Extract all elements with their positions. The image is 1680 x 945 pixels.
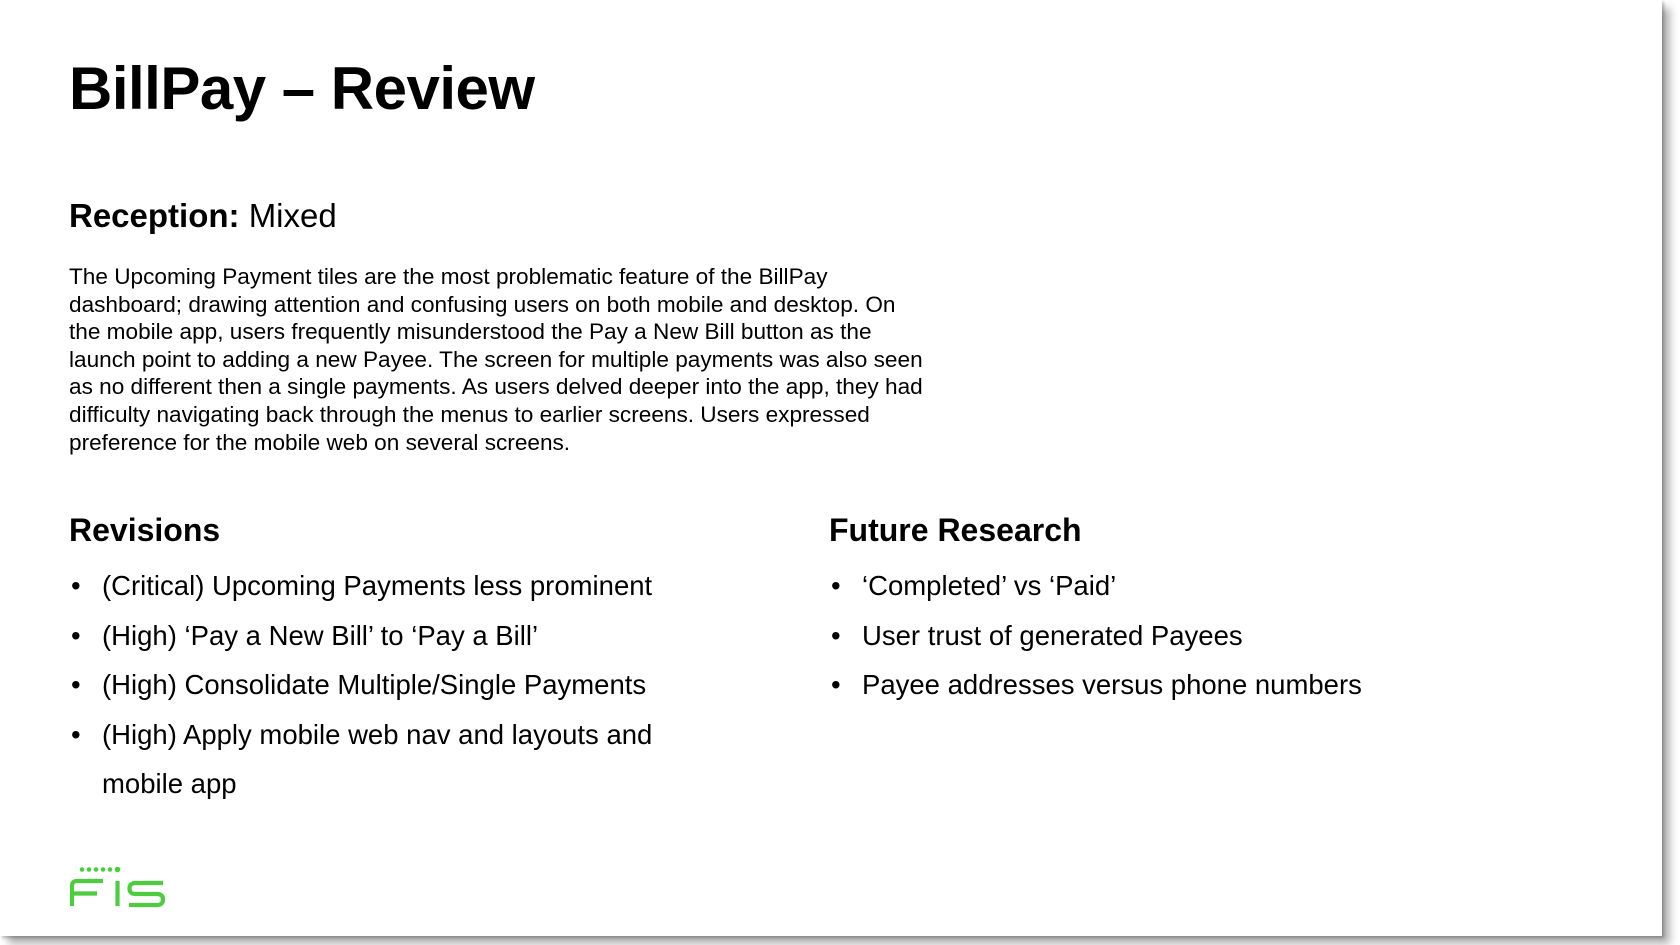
slide-title: BillPay – Review xyxy=(69,55,535,122)
list-item-text: Payee addresses versus phone numbers xyxy=(862,669,1362,700)
reception-line xyxy=(69,196,337,236)
list-item xyxy=(829,660,1549,710)
list-item xyxy=(69,561,709,611)
list-item-text: ‘Completed’ vs ‘Paid’ xyxy=(862,570,1117,601)
bullet-icon: • xyxy=(831,570,841,601)
future-research-heading: Future Research xyxy=(829,512,1082,548)
bullet-icon: • xyxy=(71,570,81,601)
list-item-text: User trust of generated Payees xyxy=(862,619,1243,651)
future-research-list xyxy=(829,561,1549,710)
list-item-text: (High) ‘Pay a New Bill’ to ‘Pay a Bill’ xyxy=(102,619,539,651)
reception-value: Mixed xyxy=(248,197,337,234)
list-item xyxy=(69,660,709,710)
bullet-icon: • xyxy=(71,619,81,651)
list-item xyxy=(69,611,709,661)
bullet-icon: • xyxy=(71,669,81,700)
list-item xyxy=(829,561,1549,611)
summary-paragraph: The Upcoming Payment tiles are the most problematic feature of the BillPay dashboard; drawing attention and confusing users on both mobile and desktop. On the mobile app, users frequently misunderstood the Pay a New Bill button as the launch point to adding a new Payee. The screen for multiple payments was also seen as no different then a single payments. As users delved deeper into the app, they had difficulty navigating back through the menus to earlier screens. Users expressed preference for the mobile web on several screens. xyxy=(69,264,923,455)
list-item-text: (High) Consolidate Multiple/Single Payments xyxy=(102,669,647,700)
list-item xyxy=(829,611,1549,661)
list-item-text: (Critical) Upcoming Payments less prominent xyxy=(102,570,653,601)
list-item-text: (High) Apply mobile web nav and layouts and mobile app xyxy=(102,718,653,799)
revisions-heading: Revisions xyxy=(69,512,221,548)
fis-logo-icon xyxy=(69,866,167,912)
reception-label: Reception: xyxy=(69,197,240,234)
bullet-icon: • xyxy=(831,669,841,700)
list-item xyxy=(69,710,709,809)
bullet-icon: • xyxy=(831,619,841,651)
revisions-list xyxy=(69,561,709,809)
bullet-icon: • xyxy=(71,718,81,750)
